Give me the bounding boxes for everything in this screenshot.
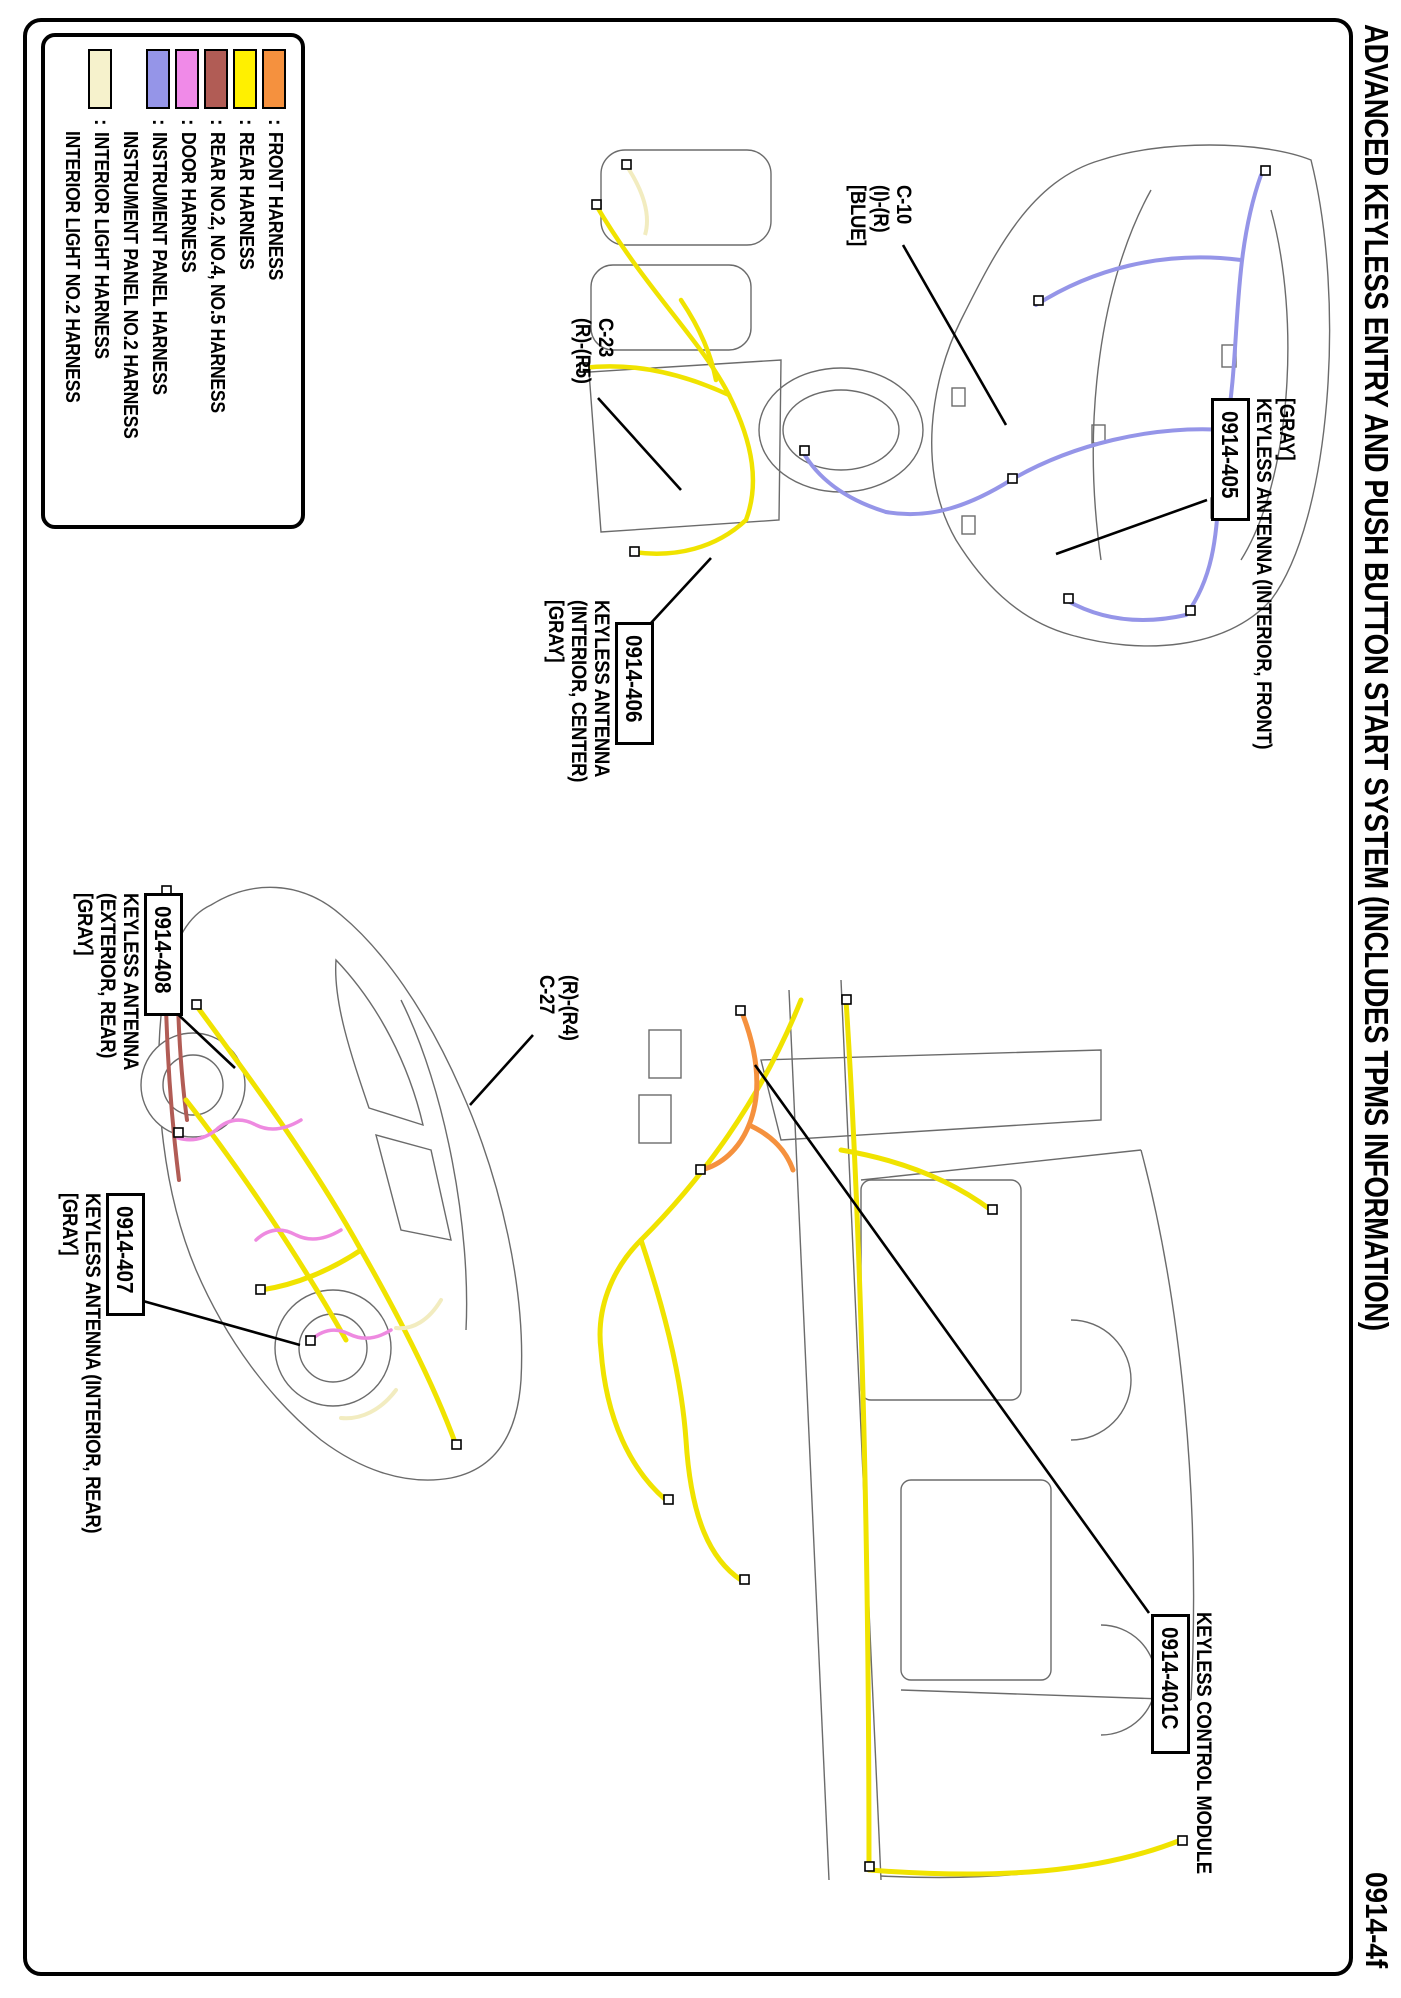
page-number: 0914-4f	[1359, 1872, 1394, 1969]
legend-label: INTERIOR LIGHT HARNESS	[90, 131, 112, 359]
harness-wires-front-body	[600, 1000, 1181, 1874]
instrument-panel-harness-swatch	[147, 49, 171, 109]
page-title: ADVANCED KEYLESS ENTRY AND PUSH BUTTON START SYSTEM (INCLUDES TPMS INFORMATION)	[1358, 24, 1395, 1331]
ref-box-0914-405: 0914-405	[1211, 398, 1250, 521]
callout-connector-c10: C-10 (I)-(R) [BLUE]	[846, 185, 915, 247]
leader-antenna-int-rear	[143, 1301, 300, 1345]
harness-color-legend	[41, 33, 305, 529]
legend-row-instrument-panel-no2	[115, 49, 144, 515]
legend-row-interior-light: : INTERIOR LIGHT HARNESS	[86, 49, 115, 515]
door-harness-swatch	[176, 49, 200, 109]
legend-label: DOOR HARNESS	[177, 131, 199, 273]
leader-antenna-center	[651, 558, 711, 623]
callout-connector-c23: C-23 (R)-(R5)	[571, 318, 617, 384]
callout-keyless-antenna-exterior-rear: 0914-408 KEYLESS ANTENNA (EXTERIOR, REAR) [GRAY]	[73, 893, 185, 1094]
rear-harness-swatch	[234, 49, 258, 109]
legend-label: INSTRUMENT PANEL HARNESS	[148, 131, 170, 395]
legend-row-instrument-panel: : INSTRUMENT PANEL HARNESS	[144, 49, 173, 515]
keyless-control-module-wires	[701, 1010, 793, 1170]
legend-label: INTERIOR LIGHT NO.2 HARNESS	[61, 131, 83, 403]
interior-light-harness-swatch	[89, 49, 113, 109]
connectors	[580, 160, 1270, 615]
leader-c23	[598, 398, 681, 490]
legend-row-front: : FRONT HARNESS	[260, 49, 289, 515]
rear-no245-harness-swatch	[205, 49, 229, 109]
callout-connector-c27: (R)-(R4) C-27	[535, 975, 581, 1041]
legend-label: REAR NO.2, NO.4, NO.5 HARNESS	[206, 131, 228, 413]
legend-label: FRONT HARNESS	[264, 131, 286, 280]
ref-box-0914-406: 0914-406	[615, 622, 654, 745]
diagram-car-rear	[141, 886, 522, 1480]
leader-c27	[470, 1035, 533, 1105]
leader-antenna-front	[1056, 500, 1207, 554]
front-harness-swatch	[263, 49, 287, 109]
interior-light-harness-wire	[626, 165, 647, 235]
ref-box-0914-401C: 0914-401C	[1151, 1614, 1190, 1754]
legend-row-rear-no245: : REAR NO.2, NO.4, NO.5 HARNESS	[202, 49, 231, 515]
callout-keyless-antenna-interior-center: 0914-406 KEYLESS ANTENNA (INTERIOR, CENTER) [GRAY]	[544, 600, 656, 807]
ref-box-0914-407: 0914-407	[106, 1193, 145, 1316]
connectors	[664, 995, 1187, 1871]
diagram-front-body	[600, 980, 1193, 1880]
legend-row-interior-light-no2	[57, 49, 86, 515]
callout-keyless-antenna-interior-rear: 0914-407 KEYLESS ANTENNA (INTERIOR, REAR) [GRAY]	[58, 1193, 147, 1580]
leader-control-module	[755, 1065, 1149, 1613]
legend-label: REAR HARNESS	[235, 131, 257, 270]
legend-label: INSTRUMENT PANEL NO.2 HARNESS	[119, 131, 141, 439]
legend-row-door: : DOOR HARNESS	[173, 49, 202, 515]
ref-box-0914-408: 0914-408	[144, 893, 183, 1016]
callout-keyless-control-module: KEYLESS CONTROL MODULE 0914-401C	[1149, 1612, 1215, 1910]
legend-row-rear: : REAR HARNESS	[231, 49, 260, 515]
leader-c10	[903, 245, 1006, 425]
callout-keyless-antenna-interior-front: [GRAY] KEYLESS ANTENNA (INTERIOR, FRONT) 0914-405	[1209, 398, 1298, 797]
